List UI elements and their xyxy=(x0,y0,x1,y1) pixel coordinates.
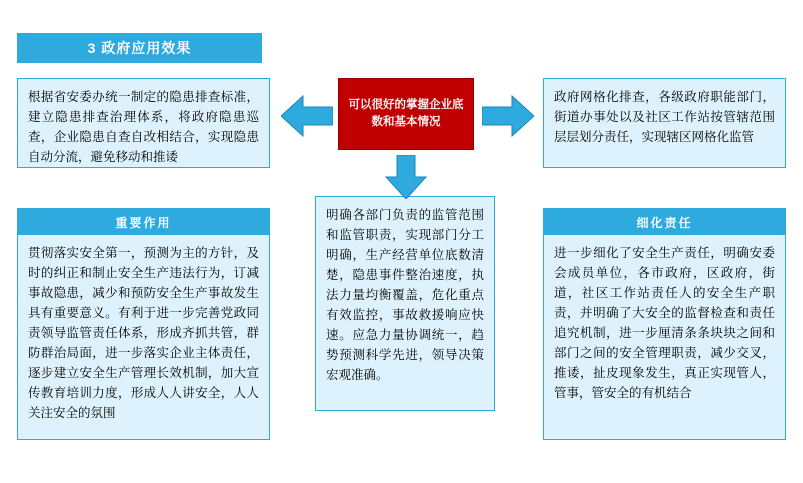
box-bottom-right-text: 进一步细化了安全生产责任，明确安委会成员单位，各市政府，区政府，街道，社区工作站责任人的安全生产职责，并明确了大安全的监督检查和责任追究机制，进一步厘清条条块块之间和部门之间的安全管理职责，减少交叉，推诿，扯皮现象发生，真正实现管人，管事，管安全的有机结合 xyxy=(554,246,775,400)
box-left-top-text: 根据省安委办统一制定的隐患排查标准，建立隐患排查治理体系，将政府隐患巡查，企业隐患自查自改相结合，实现隐患自动分流，避免移动和推诿 xyxy=(28,90,259,164)
box-bottom-center xyxy=(315,196,495,411)
box-bottom-right-header: 细化责任 xyxy=(544,209,785,235)
box-left-top xyxy=(17,78,270,168)
box-right-top-text: 政府网格化排查，各级政府职能部门，街道办事处以及社区工作站按管辖范围层层划分责任，实现辖区网格化监管 xyxy=(554,90,775,144)
box-bottom-right xyxy=(543,208,786,440)
arrow-right-icon xyxy=(482,94,534,138)
arrow-down-icon xyxy=(383,155,429,199)
box-bottom-center-text: 明确各部门负责的监管范围和监管职责，实现部门分工明确，生产经营单位底数清楚，隐患事件整治速度，执法力量均衡覆盖，危化重点有效监控，事故救援响应快速。应急力量协调统一，趋势预测科学先进，领导决策宏观准确。 xyxy=(326,208,484,382)
arrow-left-icon xyxy=(281,94,333,138)
box-bottom-left xyxy=(17,208,270,440)
box-bottom-left-text: 贯彻落实安全第一，预测为主的方针，及时的纠正和制止安全生产违法行为，订减事故隐患，减少和预防安全生产事故发生具有重要意义。有利于进一步完善党政同责领导监管责任体系，形成齐抓共管，群防群治局面，进一步落实企业主体责任，逐步建立安全生产管理长效机制，加大宣传教育培训力度，形成人人讲安全，人人关注安全的氛围 xyxy=(28,246,259,420)
page-title: 3 政府应用效果 xyxy=(17,33,262,63)
box-right-top xyxy=(543,78,786,168)
center-node: 可以很好的掌握企业底数和基本情况 xyxy=(338,78,474,150)
box-bottom-left-header: 重要作用 xyxy=(18,209,269,235)
